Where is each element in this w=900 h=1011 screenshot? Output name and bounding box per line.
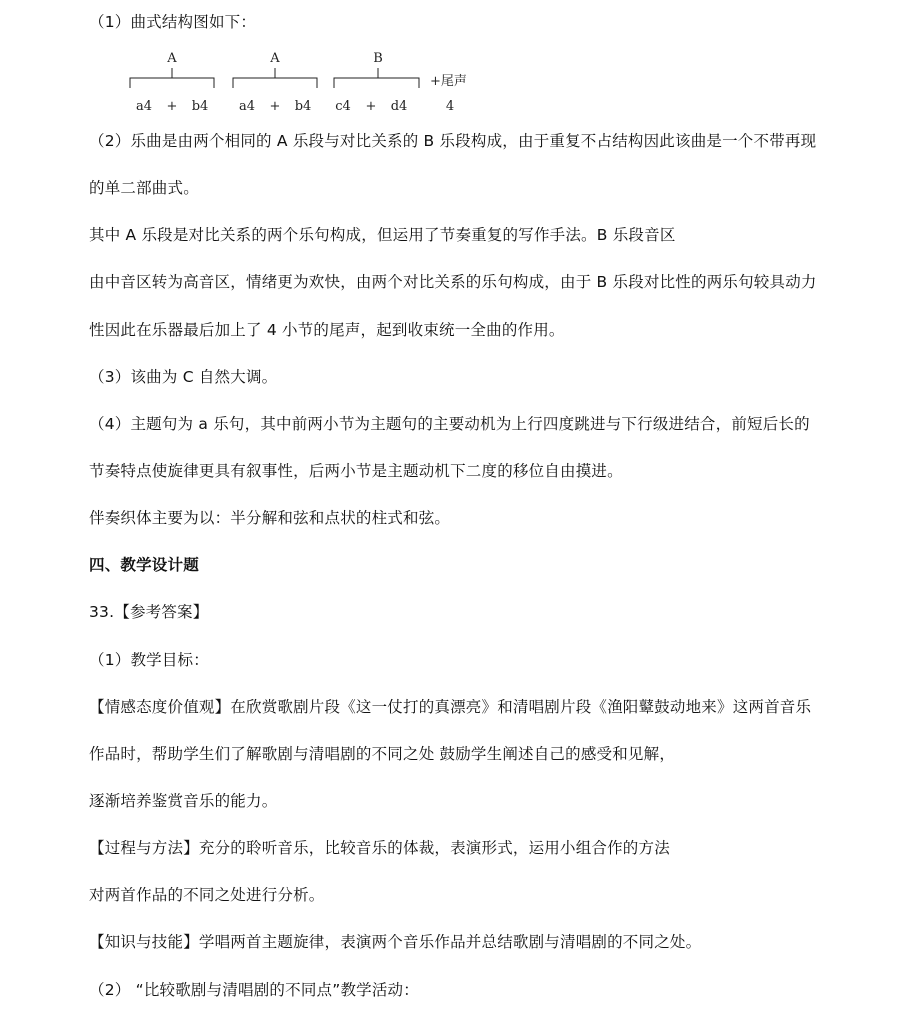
teaching-goals-heading: （1）教学目标： <box>89 651 209 669</box>
emotion-goal-line-3: 逐渐培养鉴赏音乐的能力。 <box>89 792 278 810</box>
item-2-paragraph-line-1: （2）乐曲是由两个相同的 A 乐段与对比关系的 B 乐段构成，由于重复不占结构因此该曲是一个不带再现 <box>89 132 817 150</box>
section-1-phrase-1: a4 <box>135 99 153 114</box>
section-1-label: A <box>167 51 177 66</box>
a-section-paragraph-line-2: 由中音区转为高音区，情绪更为欢快，由两个对比关系的乐句构成，由于 B 乐段对比性的两乐句较具动力 <box>89 273 817 291</box>
a-section-paragraph-line-1: 其中 A 乐段是对比关系的两个乐句构成，但运用了节奏重复的写作手法。B 乐段音区 <box>89 226 676 244</box>
question-33-answer-label: 33.【参考答案】 <box>89 603 209 621</box>
section-1-phrase-2: b4 <box>191 99 209 114</box>
item-1-form-diagram-intro: （1）曲式结构图如下： <box>89 13 257 31</box>
section-2-plus: + <box>269 99 281 114</box>
section-heading: 四、教学设计题 <box>89 556 199 574</box>
section-2-phrase-2: b4 <box>294 99 312 114</box>
section-2-phrase-1: a4 <box>238 99 256 114</box>
section-2-bracket <box>233 68 317 88</box>
knowledge-goal-line: 【知识与技能】学唱两首主题旋律，表演两个音乐作品并总结歌剧与清唱剧的不同之处。 <box>89 933 702 951</box>
a-section-paragraph-line-3: 性因此在乐器最后加上了 4 小节的尾声，起到收束统一全曲的作用。 <box>89 321 565 339</box>
process-goal-line-2: 对两首作品的不同之处进行分析。 <box>89 886 325 904</box>
coda-bars: 4 <box>445 99 455 114</box>
item-4-paragraph-line-1: （4）主题句为 a 乐句，其中前两小节为主题句的主要动机为上行四度跳进与下行级进结合，前短后长的 <box>89 415 810 433</box>
section-3-label: B <box>373 51 383 66</box>
item-2-paragraph-line-2: 的单二部曲式。 <box>89 179 199 197</box>
section-3-bracket <box>334 68 419 88</box>
activity-heading: （2） “比较歌剧与清唱剧的不同点”教学活动： <box>89 981 419 999</box>
item-4-paragraph-line-2: 节奏特点使旋律更具有叙事性，后两小节是主题动机下二度的移位自由摸进。 <box>89 462 623 480</box>
section-1-plus: + <box>166 99 178 114</box>
section-3-phrase-2: d4 <box>390 99 408 114</box>
emotion-goal-line-2: 作品时，帮助学生们了解歌剧与清唱剧的不同之处 鼓励学生阐述自己的感受和见解， <box>89 745 676 763</box>
accompaniment-paragraph: 伴奏织体主要为以：半分解和弦和点状的柱式和弦。 <box>89 509 451 527</box>
section-3 <box>334 51 419 114</box>
coda-label: +尾声 <box>430 74 467 89</box>
section-2-label: A <box>270 51 280 66</box>
emotion-goal-line-1: 【情感态度价值观】在欣赏歌剧片段《这一仗打的真漂亮》和清唱剧片段《渔阳鼙鼓动地来》这两首音乐 <box>89 698 812 716</box>
section-2 <box>233 51 317 114</box>
section-3-plus: + <box>365 99 377 114</box>
item-3-paragraph: （3）该曲为 C 自然大调。 <box>89 368 278 386</box>
section-1 <box>130 51 214 114</box>
section-1-bracket <box>130 68 214 88</box>
process-goal-line-1: 【过程与方法】充分的聆听音乐，比较音乐的体裁，表演形式，运用小组合作的方法 <box>89 839 670 857</box>
section-3-phrase-1: c4 <box>335 99 351 114</box>
form-structure-diagram <box>120 44 480 120</box>
